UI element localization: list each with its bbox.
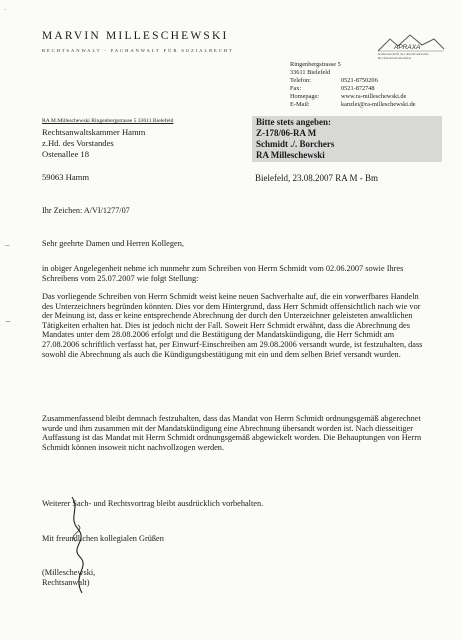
handwritten-signature-icon (58, 495, 98, 595)
margin-punch-mark: ⌣ (5, 316, 11, 326)
contact-label: Fax: (290, 85, 302, 92)
contact-block (290, 61, 416, 109)
reference-box (252, 116, 442, 162)
margin-fold-mark: – (5, 240, 10, 250)
signature-title: Rechtsanwalt) (42, 578, 90, 587)
letterhead-name: MARVIN MILLESCHEWSKI (42, 30, 229, 42)
contact-row-homepage (290, 93, 416, 101)
recipient-line: Ostenallee 18 (42, 149, 90, 159)
contact-row-email (290, 101, 416, 109)
recipient-city: 59063 Hamm (42, 172, 90, 182)
your-reference: Ihr Zeichen: A/VI/1277/07 (42, 206, 130, 215)
reference-line: Bitte stets angeben: (256, 117, 331, 127)
paragraph: Weiterer Sach- und Rechtsvortrag bleibt ausdrücklich vorbehalten. (42, 499, 264, 508)
letter-date: Bielefeld, 23.08.2007 RA M - Bm (255, 173, 378, 183)
paragraph: in obiger Angelegenheit nehme ich nunmehr zum Schreiben von Herrn Schmidt vom 02.06.2007 sowie Ihres Schreibens vom 25.07.2007 wie folgt Stellung: (42, 264, 404, 283)
contact-row-phone (290, 77, 416, 85)
reference-line: Z-178/06-RA M (256, 128, 317, 138)
contact-value: 0521-8750206 (341, 77, 378, 84)
logo-text: APRAXA (394, 44, 421, 51)
letterhead-subtitle: RECHTSANWALT - FACHANWALT FÜR SOZIALRECHT (42, 48, 234, 53)
salutation: Sehr geehrte Damen und Herren Kollegen, (42, 239, 184, 248)
contact-value: kanzlei@ra-milleschewski.de (341, 101, 416, 108)
contact-value: 0521-872748 (341, 85, 375, 92)
contact-label: Homepage: (290, 93, 320, 100)
recipient-address (42, 127, 145, 183)
contact-value: www.ra-milleschewski.de (341, 93, 407, 100)
contact-row-fax (290, 85, 416, 93)
contact-city: 33611 Bielefeld (290, 69, 331, 76)
recipient-line: Rechtsanwaltskammer Hamm (42, 127, 146, 137)
contact-label: E-Mail: (290, 101, 310, 108)
sender-return-line: RA M.Milleschewski Ringenbergstrasse 5 33611 Bielefeld (42, 118, 174, 124)
recipient-line: z.Hd. des Vorstandes (42, 138, 114, 148)
reference-line: Schmidt ./. Borchers (256, 139, 335, 149)
contact-label: Telefon: (290, 77, 311, 84)
paragraph: Zusammenfassend bleibt demnach festzuhalten, dass das Mandat von Herrn Schmidt ordnungsgemäß abgerechnet wurde und ihm zusammen mit der Mandatskündigung eine Abrechnung übersandt worden ist. Nach diesseitiger Auffassung ist das Mandat mit Herrn Schmidt ordnungsgemäß abgewickelt worden. Die Behauptungen von Herrn Schmidt können insoweit nicht nachvollzogen werden. (42, 414, 422, 452)
signature-name: (Milleschewski, (42, 568, 96, 577)
reference-line: RA Milleschewski (256, 150, 325, 160)
contact-street: Ringenbergstrasse 5 (290, 61, 341, 68)
margin-corner-mark: · (4, 6, 7, 14)
closing: Mit freundlichen kollegialen Grüßen (42, 534, 164, 543)
logo-tagline: Gemeinschaft der Rechtsanwälte Rechtsanwaltskanzlei (378, 52, 429, 60)
paragraph: Das vorliegende Schreiben von Herrn Schmidt weist keine neuen Sachverhalte auf, die ein vorwerfbares Handeln des Unterzeichners begründen könnten. Dies vor dem Hintergrund, dass Herr Schmidt offensichtlich nach wie vor der Meinung ist, dass er keine entsprechende Abrechnung der durch den Unterzeichner geleisteten anwaltlichen Tätigkeiten erhalten hat. Dies ist jedoch nicht der Fall. Soweit Herr Schmidt erwähnt, dass die Abrechnung des Mandates unter dem 28.08.2006 erfolgt und die Bestätigung der Mandatskündigung, die Herr Schmidt am 27.08.2006 schriftlich verfasst hat, per Einwurf-Einschreiben am 29.08.2006 versandt wurde, ist festzuhalten, dass sowohl die Abrechnung als auch die Kündigungsbestätigung mit ein und dem selben Brief versandt wurden. (42, 292, 423, 359)
